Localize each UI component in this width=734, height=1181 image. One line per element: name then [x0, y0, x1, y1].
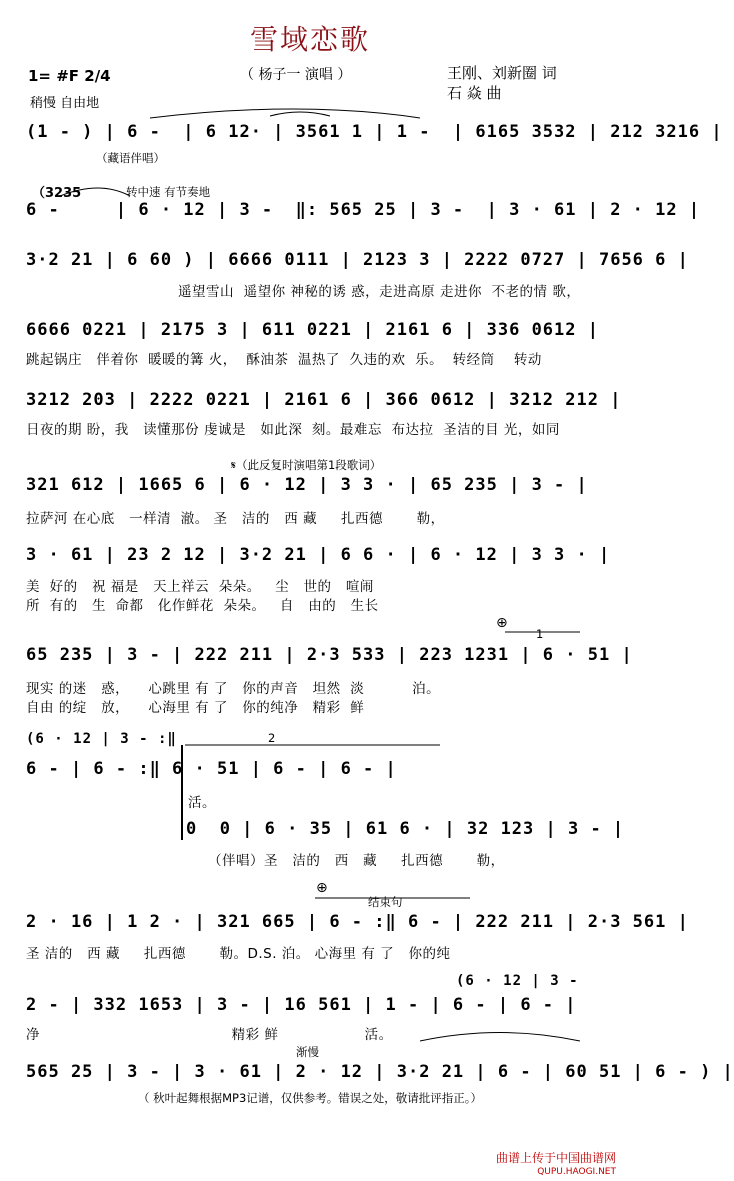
ending-label: 结束句 [368, 895, 403, 909]
lyric-line: 跳起锅庄 伴着你 暖暖的篝 火， 酥油茶 温热了 久违的欢 乐。 转经筒 转动 [26, 352, 542, 368]
watermark-line1: 曲谱上传于中国曲谱网 [495, 1151, 616, 1165]
notation-line: 2 · 16 | 1 2 · | 321 665 | 6 - :‖ 6 - | 222 211 | 2·3 561 | [26, 912, 689, 932]
watermark [496, 1151, 616, 1179]
coda-sign: ⊕ [496, 615, 508, 631]
lyric-line: 日夜的期 盼，我 读懂那份 虔诚是 如此深 刻。最难忘 布达拉 圣洁的目 光，如同 [26, 422, 560, 438]
lyric-line: 活。 [188, 795, 216, 811]
song-title: 雪域恋歌 [249, 23, 370, 56]
row-annotation-tempo: 转中速 有节奏地 [126, 185, 211, 199]
lyric-line: 拉萨河 在心底 一样清 澈。 圣 洁的 西 藏 扎西德 勒， [26, 511, 445, 527]
singer-credit: （ 杨子一 演唱 ） [240, 67, 352, 83]
notation-line: 65 235 | 3 - | 222 211 | 2·3 533 | 223 1231 | 6 · 51 | [26, 645, 633, 665]
notation-line: 3212 203 | 2222 0221 | 2161 6 | 366 0612 | 3212 212 | [26, 390, 622, 410]
notation-upper: (6 · 12 | 3 - :‖ [26, 731, 177, 747]
slur [270, 112, 330, 116]
tempo-marking: 稍慢 自由地 [30, 96, 100, 111]
lyric-line-verse2: 所 有的 生 命都 化作鲜花 朵朵。 自 由的 生长 [26, 598, 379, 614]
notation-line: 565 25 | 3 - | 3 · 61 | 2 · 12 | 3·2 21 | 6 - | 60 51 | 6 - ) | [26, 1062, 734, 1082]
notation-line: 3·2 21 | 6 60 ) | 6666 0111 | 2123 3 | 2222 0727 | 7656 6 | [26, 250, 689, 270]
lyric-line-verse1: 现实 的迷 惑， 心跳里 有 了 你的声音 坦然 淡 泊。 [26, 681, 441, 697]
transcriber-note: （ 秋叶起舞根据MP3记谱，仅供参考。错误之处，敬请批评指正。） [137, 1091, 483, 1105]
notation-line: 6 - | 6 · 12 | 3 - ‖: 565 25 | 3 - | 3 · 61 | 2 · 12 | [26, 200, 701, 220]
composer-credit: 石 焱 曲 [447, 84, 502, 102]
lyric-line-chorus: （伴唱）圣 洁的 西 藏 扎西德 勒， [208, 853, 505, 869]
lyric-line-verse2: 自由 的绽 放， 心海里 有 了 你的纯净 精彩 鲜 [26, 700, 365, 716]
notation-line: 6 - | 6 - :‖ 6 · 51 | 6 - | 6 - | [26, 759, 397, 779]
row-annotation: （3235 [32, 186, 82, 201]
tempo-annotation: 渐慢 [296, 1045, 319, 1059]
slur [420, 1033, 580, 1042]
notation-line: 6666 0221 | 2175 3 | 611 0221 | 2161 6 | 336 0612 | [26, 320, 599, 340]
notation-lower: 0 0 | 6 · 35 | 61 6 · | 32 123 | 3 - | [186, 819, 625, 839]
row-annotation: （藏语伴唱） [96, 151, 165, 165]
key-signature: 1= #F 2/4 [28, 67, 111, 85]
notation-line: 2 - | 332 1653 | 3 - | 16 561 | 1 - | 6 - | 6 - | [26, 995, 577, 1015]
lyric-line: 遥望雪山 遥望你 神秘的诱 惑，走进高原 走进你 不老的情 歌， [178, 284, 581, 300]
notation-line: 3 · 61 | 23 2 12 | 3·2 21 | 6 6 · | 6 · 12 | 3 3 · | [26, 545, 611, 565]
volta-2: 2 [268, 731, 276, 745]
notation-upper: (6 · 12 | 3 - [456, 973, 589, 989]
segno-annotation: 𝄋（此反复时演唱第1段歌词） [231, 458, 382, 472]
slur [60, 188, 130, 196]
notation-line: (1 - ) | 6 - | 6 12· | 3561 1 | 1 - | 6165 3532 | 212 3216 | [26, 122, 723, 142]
lyricist-credit: 王刚、刘新圈 词 [447, 64, 557, 82]
lyric-line: 净 精彩 鲜 活。 [26, 1027, 393, 1043]
coda-sign: ⊕ [316, 880, 328, 896]
volta-1: 1 [536, 627, 544, 641]
lyric-line-verse1: 美 好的 祝 福是 天上祥云 朵朵。 尘 世的 喧闹 [26, 579, 374, 595]
lyric-line: 圣 洁的 西 藏 扎西德 勒。D.S. 泊。 心海里 有 了 你的纯 [26, 946, 451, 962]
watermark-line2: QUPU.HAOGI.NET [537, 1167, 616, 1177]
notation-line: 321 612 | 1665 6 | 6 · 12 | 3 3 · | 65 235 | 3 - | [26, 475, 588, 495]
